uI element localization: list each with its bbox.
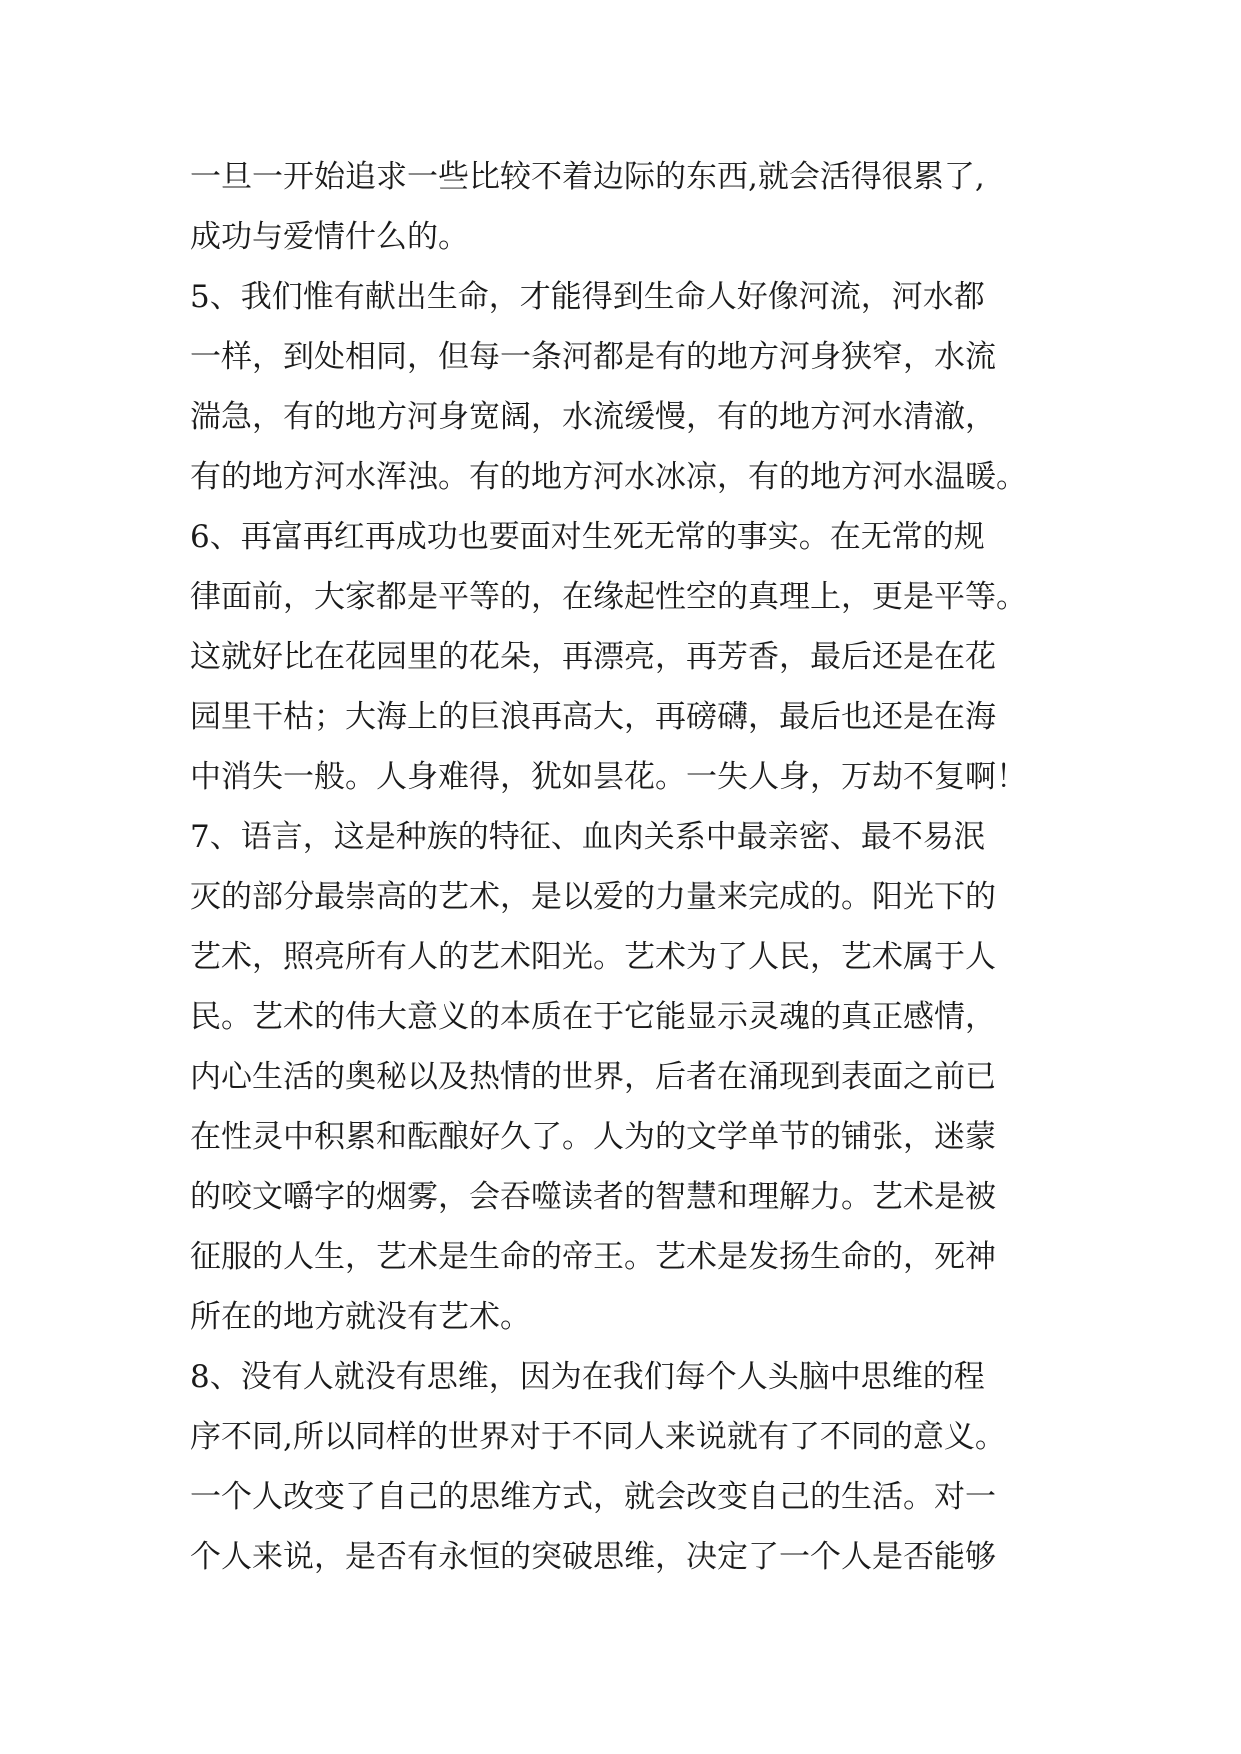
paragraph-item-6 xyxy=(190,507,1090,807)
text-line: 内心生活的奥秘以及热情的世界，后者在涌现到表面之前已 xyxy=(190,1059,996,1095)
text-line: 成功与爱情什么的。 xyxy=(190,219,469,255)
text-line: 中消失一般。人身难得，犹如昙花。一失人身，万劫不复啊！ xyxy=(190,759,1027,795)
text-line: 所在的地方就没有艺术。 xyxy=(190,1299,531,1335)
text-line: 律面前，大家都是平等的，在缘起性空的真理上，更是平等。 xyxy=(190,579,1027,615)
text-line: 一个人改变了自己的思维方式，就会改变自己的生活。对一 xyxy=(190,1479,996,1515)
text-line: 艺术，照亮所有人的艺术阳光。艺术为了人民，艺术属于人 xyxy=(190,939,996,975)
text-line: 6、再富再红再成功也要面对生死无常的事实。在无常的规 xyxy=(190,519,985,555)
text-line: 个人来说，是否有永恒的突破思维，决定了一个人是否能够 xyxy=(190,1539,996,1575)
text-line: 8、没有人就没有思维，因为在我们每个人头脑中思维的程 xyxy=(190,1359,985,1395)
text-line: 有的地方河水浑浊。有的地方河水冰凉，有的地方河水温暖。 xyxy=(190,459,1027,495)
text-line: 5、我们惟有献出生命，才能得到生命人好像河流，河水都 xyxy=(190,279,985,315)
text-line: 湍急，有的地方河身宽阔，水流缓慢，有的地方河水清澈， xyxy=(190,399,996,435)
text-line: 一样，到处相同，但每一条河都是有的地方河身狭窄，水流 xyxy=(190,339,996,375)
paragraph-continuation xyxy=(190,147,1090,267)
text-line: 的咬文嚼字的烟雾，会吞噬读者的智慧和理解力。艺术是被 xyxy=(190,1179,996,1215)
text-line: 7、语言，这是种族的特征、血肉关系中最亲密、最不易泯 xyxy=(190,819,985,855)
paragraph-item-8 xyxy=(190,1347,1090,1587)
text-line: 一旦一开始追求一些比较不着边际的东西,就会活得很累了, xyxy=(190,159,985,195)
text-line: 在性灵中积累和酝酿好久了。人为的文学单节的铺张，迷蒙 xyxy=(190,1119,996,1155)
text-line: 序不同,所以同样的世界对于不同人来说就有了不同的意义。 xyxy=(190,1419,1006,1455)
text-line: 灭的部分最崇高的艺术，是以爱的力量来完成的。阳光下的 xyxy=(190,879,996,915)
text-line: 民。艺术的伟大意义的本质在于它能显示灵魂的真正感情， xyxy=(190,999,996,1035)
paragraph-item-5 xyxy=(190,267,1090,507)
text-line: 园里干枯；大海上的巨浪再高大，再磅礴，最后也还是在海 xyxy=(190,699,996,735)
text-line: 征服的人生，艺术是生命的帝王。艺术是发扬生命的，死神 xyxy=(190,1239,996,1275)
document-body xyxy=(190,147,1090,1587)
text-line: 这就好比在花园里的花朵，再漂亮，再芳香，最后还是在花 xyxy=(190,639,996,675)
paragraph-item-7 xyxy=(190,807,1090,1347)
